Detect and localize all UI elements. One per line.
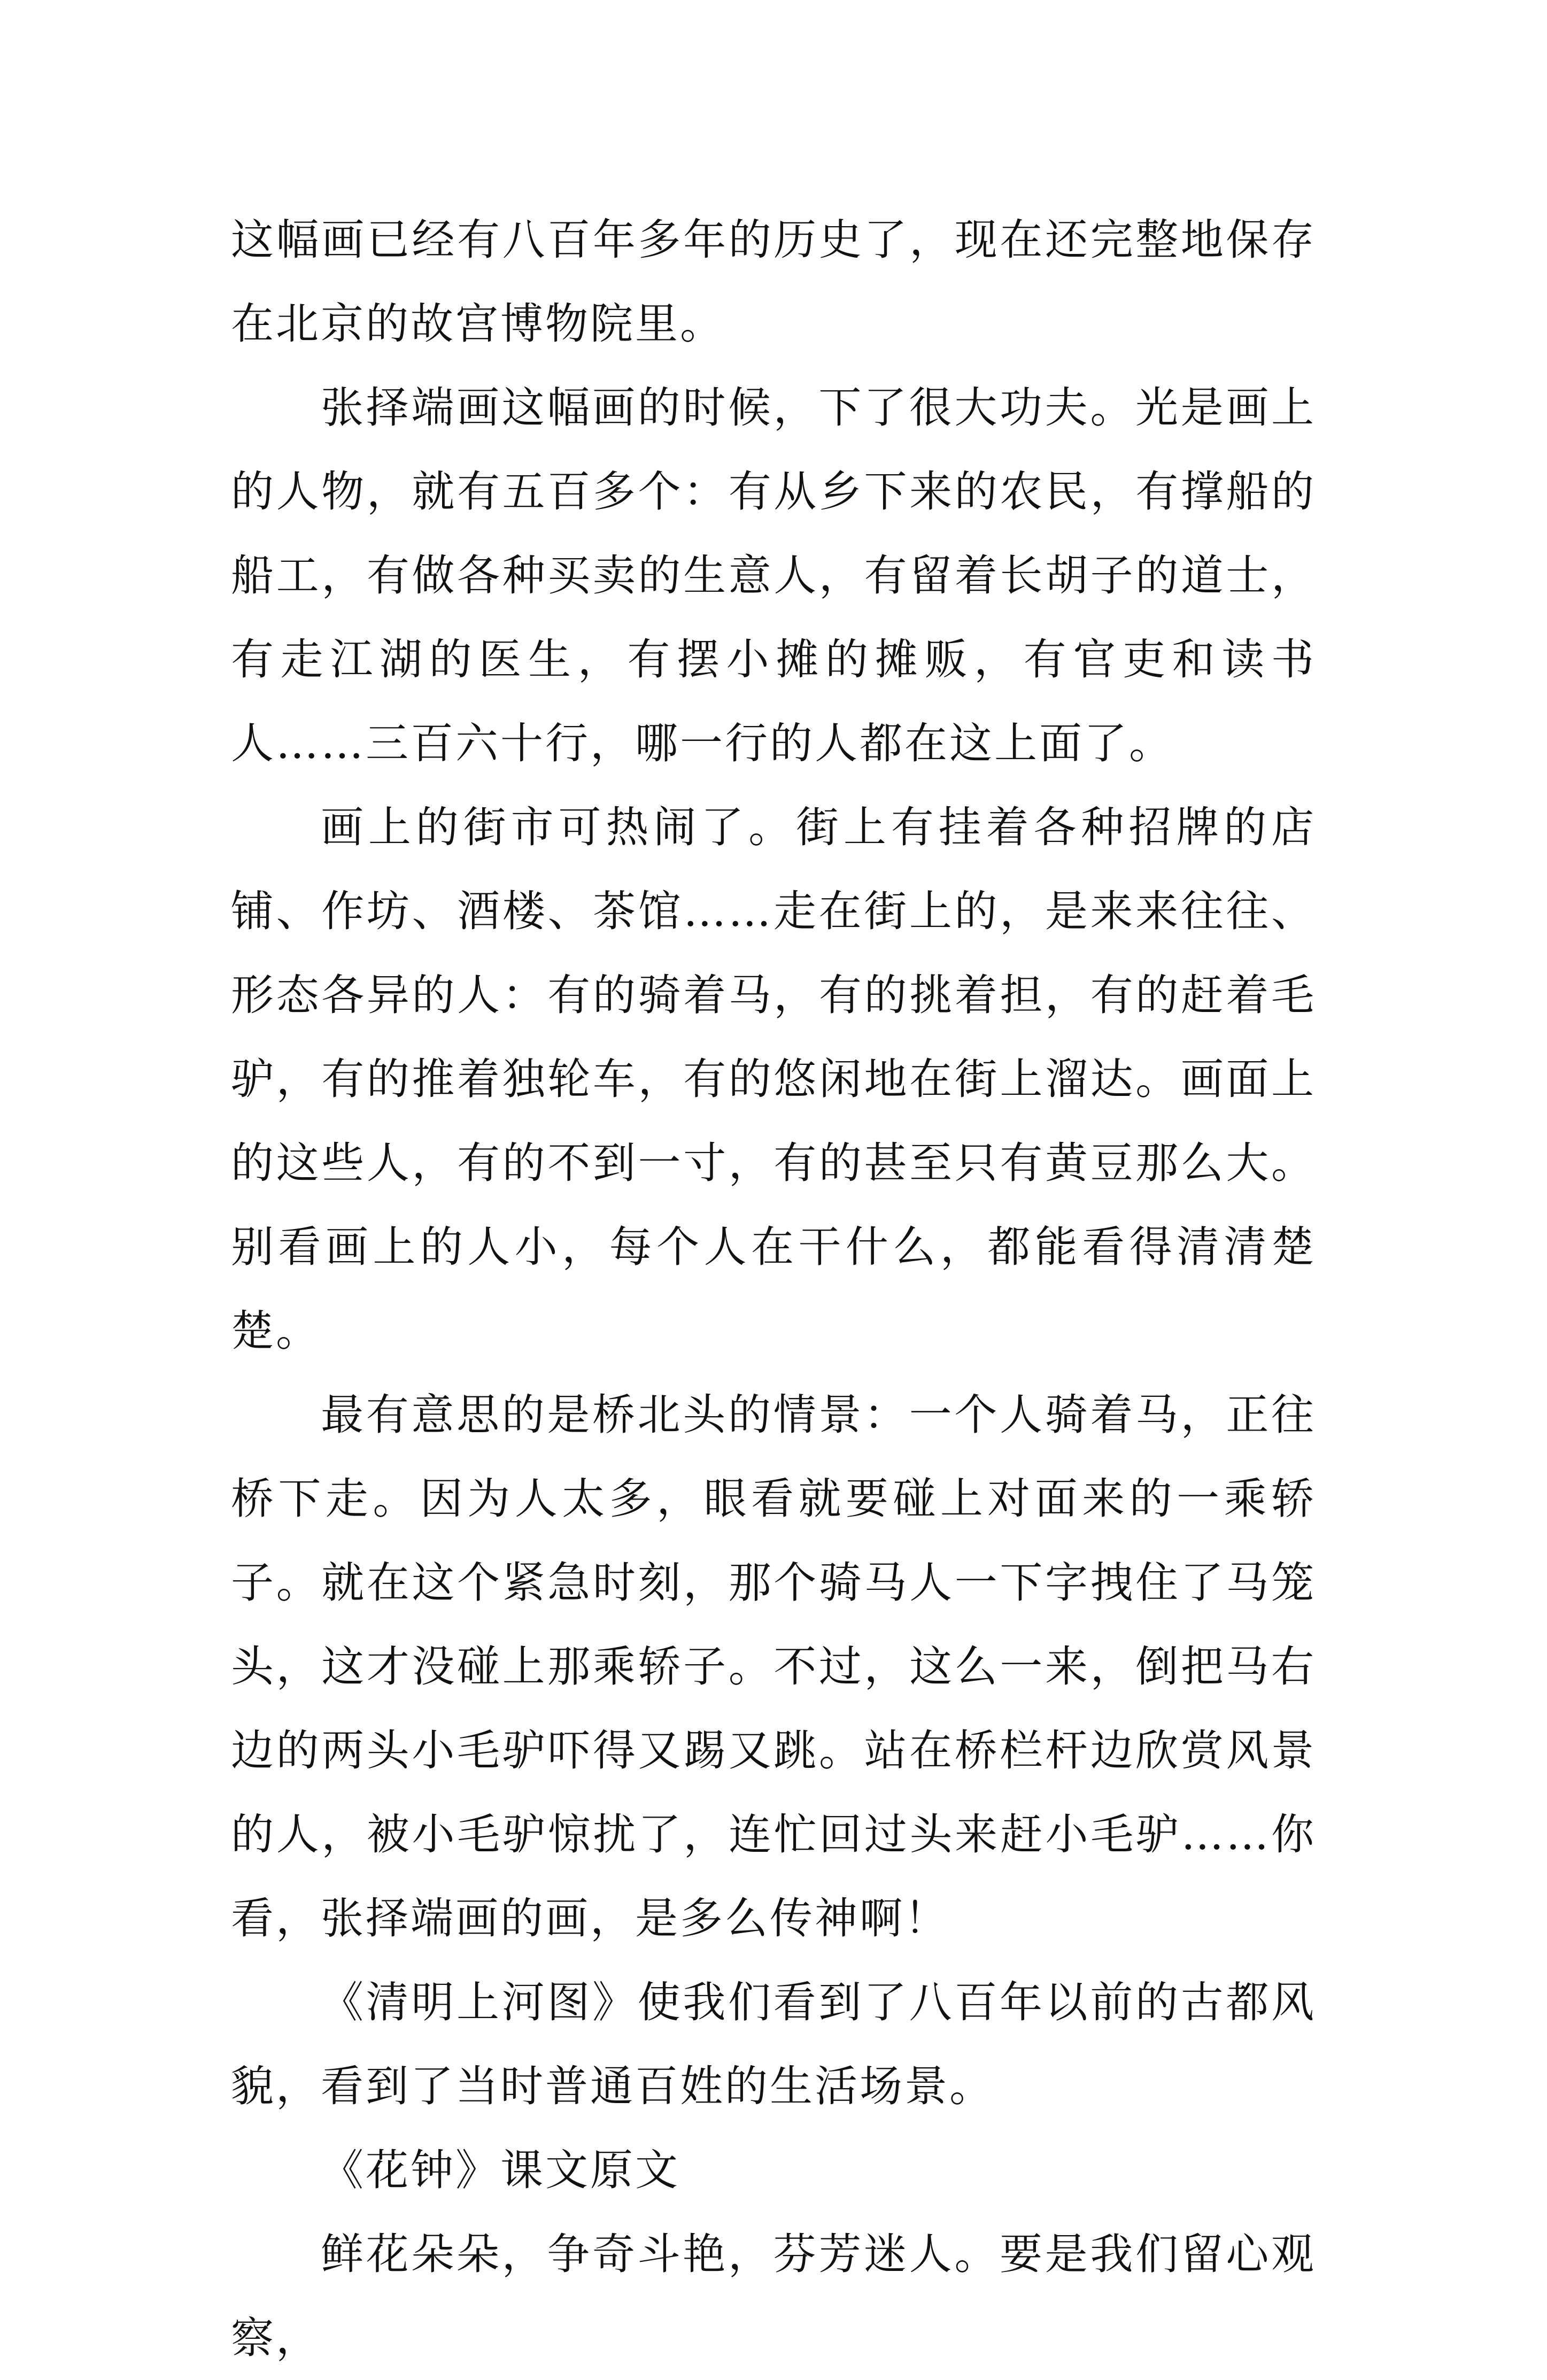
section-heading-flower-clock: 《花钟》课文原文 [321, 2145, 680, 2195]
paragraph-bridge-scene: 最有意思的是桥北头的情景：一个人骑着马，正往桥下走。因为人太多，眼看就要碰上对面来的一乘轿子。就在这个紧急时刻，那个骑马人一下字拽住了马笼头，这才没碰上那乘轿子。不过，这么一来，倒把马右边的两头小毛驴吓得又踢又跳。站在桥栏杆边欣赏风景的人，被小毛驴惊扰了，连忙回过头来赶小毛驴……你看，张择端画的画，是多么传神啊！ [231, 1390, 1316, 1943]
paragraph-street-market: 画上的街市可热闹了。街上有挂着各种招牌的店铺、作坊、酒楼、茶馆……走在街上的，是来来往往、形态各异的人：有的骑着马，有的挑着担，有的赶着毛驴，有的推着独轮车，有的悠闲地在街上溜达。画面上的这些人，有的不到一寸，有的甚至只有黄豆那么大。别看画上的人小，每个人在干什么，都能看得清清楚楚。 [231, 802, 1316, 1356]
paragraph-palace-museum: 这幅画已经有八百年多年的历史了，现在还完整地保存在北京的故宫博物院里。 [231, 215, 1316, 349]
body-text [231, 198, 1316, 2380]
paragraph-characters: 张择端画这幅画的时候，下了很大功夫。光是画上的人物，就有五百多个：有从乡下来的农民，有撑船的船工，有做各种买卖的生意人，有留着长胡子的道士，有走江湖的医生，有摆小摊的摊贩，有官吏和读书人……三百六十行，哪一行的人都在这上面了。 [231, 383, 1316, 768]
paragraph-conclusion: 《清明上河图》使我们看到了八百年以前的古都风貌，看到了当时普通百姓的生活场景。 [231, 1977, 1316, 2111]
paragraph-flower-clock-opening: 鲜花朵朵，争奇斗艳，芬芳迷人。要是我们留心观察， [231, 2229, 1316, 2363]
